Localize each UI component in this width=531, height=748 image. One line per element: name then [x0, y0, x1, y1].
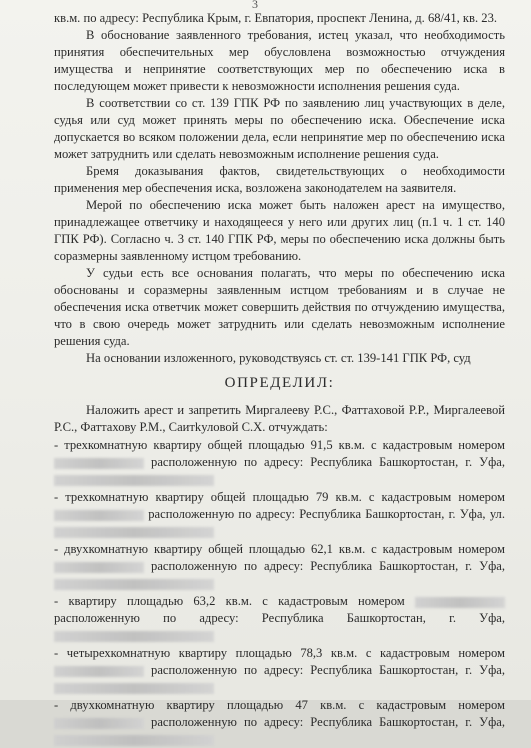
property-item-description: - двухкомнатную квартиру площадью 47 кв.м. с кадастровым номером [54, 698, 505, 712]
property-item-description: - квартиру площадью 63,2 кв.м. с кадастровым номером [54, 594, 405, 608]
property-item-address: расположенную по адресу: Республика Башкортостан, г. Уфа, [151, 715, 505, 729]
order-heading: ОПРЕДЕЛИЛ: [224, 375, 335, 391]
property-item [54, 593, 505, 644]
property-item-address: расположенную по адресу: Республика Башкортостан, г. Уфа, [151, 559, 505, 573]
paragraph-burden-of-proof: Бремя доказывания фактов, свидетельствующих о необходимости применения мер обеспечения иска, возложена законодателем на заявителя. [54, 164, 505, 195]
property-item [54, 697, 505, 748]
redacted-address [54, 683, 214, 694]
redacted-cadastral-number [54, 562, 144, 573]
paragraph-article-139: В соответствии со ст. 139 ГПК РФ по заявлению лиц участвующих в деле, судья или суд может принять меры по обеспечению иска. Обеспечение иска допускается во всяком положении дела, если непринятие мер по обеспечению иска может затруднить или сделать невозможным исполнение решения суда. [54, 96, 505, 161]
property-item-address: расположенную по адресу: Республика Башкортостан, г. Уфа, [151, 455, 505, 469]
redacted-address [54, 631, 214, 642]
property-item [54, 645, 505, 696]
property-item [54, 437, 505, 488]
redacted-cadastral-number [54, 718, 144, 729]
redacted-address [54, 475, 214, 486]
redacted-cadastral-number [54, 510, 144, 521]
paragraph-grounds: У судьи есть все основания полагать, что меры по обеспечению иска обоснованы и соразмерны заявленным истцом требованиям и в случае не обеспечения иска ответчик может совершить действия по отчуждению имущества, что в свою очередь может затруднить или сделать невозможным исполнение решения суда. [54, 266, 505, 348]
property-item-description: - двухкомнатную квартиру общей площадью 62,1 кв.м. с кадастровым номером [54, 542, 505, 556]
redacted-cadastral-number [54, 458, 144, 469]
property-item [54, 489, 505, 540]
address-continuation: кв.м. по адресу: Республика Крым, г. Евпатория, проспект Ленина, д. 68/41, кв. 23. [54, 11, 498, 25]
property-item [54, 541, 505, 592]
property-item-description: - четырехкомнатную квартиру площадью 78,3 кв.м. с кадастровым номером [54, 646, 505, 660]
redacted-cadastral-number [54, 666, 144, 677]
redacted-address [54, 735, 214, 746]
property-item-description: - трехкомнатную квартиру общей площадью 91,5 кв.м. с кадастровым номером [54, 438, 505, 452]
order-intro: Наложить арест и запретить Миргалееву Р.С., Фаттаховой Р.Р., Миргалеевой Р.С., Фаттахову Р.М., Саитkуловой С.Х. отчуждать: [54, 403, 505, 434]
paragraph-justification: В обоснование заявленного требования, истец указал, что необходимость принятия обеспечительных мер обусловлена возможностью отчуждения имущества и непринятие соответствующих мер по обеспечению иска в последующем может привести к невозможности исполнения решения суда. [54, 28, 505, 93]
property-item-description: - трехкомнатную квартиру общей площадью 79 кв.м. с кадастровым номером [54, 490, 505, 504]
property-item-address: расположенную по адресу: Республика Башкортостан, г. Уфа, [151, 663, 505, 677]
property-item-address: расположенную по адресу: Республика Башкортостан, г. Уфа, ул. [148, 507, 505, 521]
property-item-address: расположенную по адресу: Республика Башкортостан, г. Уфа, [54, 611, 505, 625]
paragraph-article-140: Мерой по обеспечению иска может быть наложен арест на имущество, принадлежащее ответчику и находящееся у него или других лиц (п.1 ч. 1 ст. 140 ГПК РФ). Согласно ч. 3 ст. 140 ГПК РФ, меры по обеспечению иска должны быть соразмерны заявленному истцом требованию. [54, 198, 505, 263]
redacted-address [54, 579, 214, 590]
paragraph-based-on: На основании изложенного, руководствуясь ст. ст. 139-141 ГПК РФ, суд [86, 351, 471, 365]
redacted-cadastral-number [415, 597, 505, 608]
page-number: 3 [252, 0, 258, 11]
redacted-address [54, 527, 214, 538]
